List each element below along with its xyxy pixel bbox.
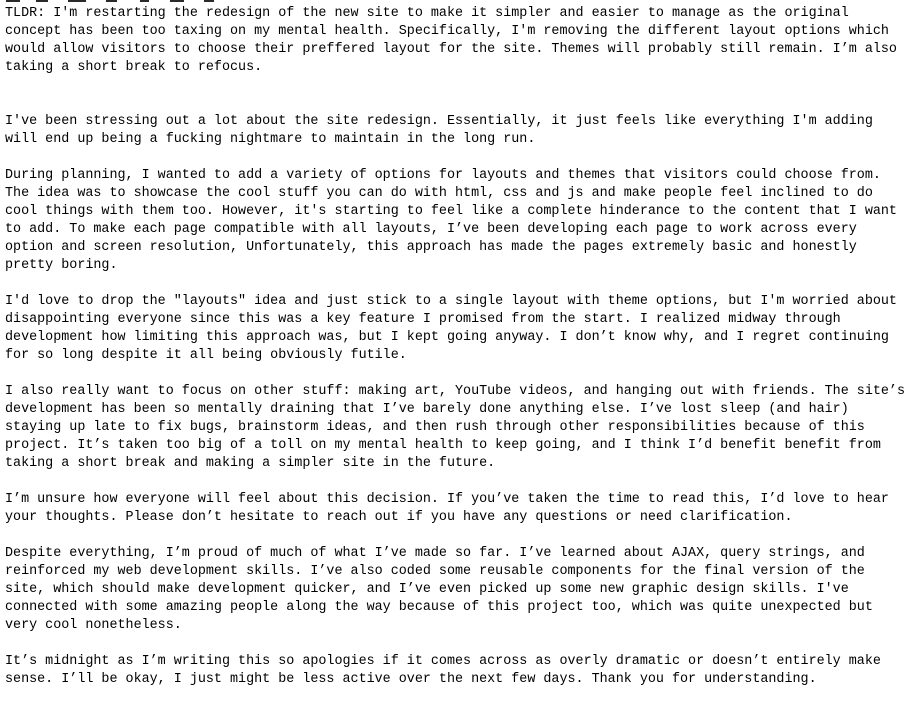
paragraph-layouts: I'd love to drop the "layouts" idea and just stick to a single layout with theme options, but I'm worried about disappointing everyone since this was a key feature I promised from the start. I realized midway through development how limiting this approach was, but I kept going anyway. I don’t know why, and I regret continuing for so long despite it all being obviously futile. (5, 294, 897, 363)
paragraph-other-stuff: I also really want to focus on other stuff: making art, YouTube videos, and hanging out with friends. The site’s development has been so mentally draining that I’ve barely done anything else. I’ve lost sleep (and hair) staying up late to fix bugs, brainstorm ideas, and then rush through other responsibilities because of this project. It’s taken too big of a toll on my mental health to keep going, and I think I’d benefit benefit from taking a short break and making a simpler site in the future. (5, 384, 905, 471)
paragraph-planning: During planning, I wanted to add a variety of options for layouts and themes that visitors could choose from. The idea was to showcase the cool stuff you can do with html, css and js and make people feel inclined to do cool things with them too. However, it's starting to feel like a complete hinderance to the content that I want to add. To make each page compatible with all layouts, I’ve been developing each page to work across every option and screen resolution, Unfortunately, this approach has made the pages extremely basic and honestly pretty boring. (5, 168, 897, 273)
document-body (5, 5, 905, 689)
tldr-paragraph: TLDR: I'm restarting the redesign of the new site to make it simpler and easier to manage as the original concept has been too taxing on my mental health. Specifically, I'm removing the different layout options which would allow visitors to choose their preffered layout for the site. Themes will probably still remain. I’m also taking a short break to refocus. (5, 6, 897, 75)
paragraph-proud: Despite everything, I’m proud of much of what I’ve made so far. I’ve learned about AJAX, query strings, and reinforced my web development skills. I’ve also coded some reusable components for the final version of the site, which should make development quicker, and I’ve even picked up some new graphic design skills. I've connected with some amazing people along the way because of this project too, which was quite unexpected but very cool nonetheless. (5, 546, 873, 633)
paragraph-feedback: I’m unsure how everyone will feel about this decision. If you’ve taken the time to read this, I’d love to hear your thoughts. Please don’t hesitate to reach out if you have any questions or need clarification. (5, 492, 889, 525)
paragraph-redesign-stress: I've been stressing out a lot about the site redesign. Essentially, it just feels like everything I'm adding will end up being a fucking nightmare to maintain in the long run. (5, 114, 873, 147)
paragraph-midnight: It’s midnight as I’m writing this so apologies if it comes across as overly dramatic or doesn’t entirely make sense. I’ll be okay, I just might be less active over the next few days. Thank you for understanding. (5, 654, 881, 687)
